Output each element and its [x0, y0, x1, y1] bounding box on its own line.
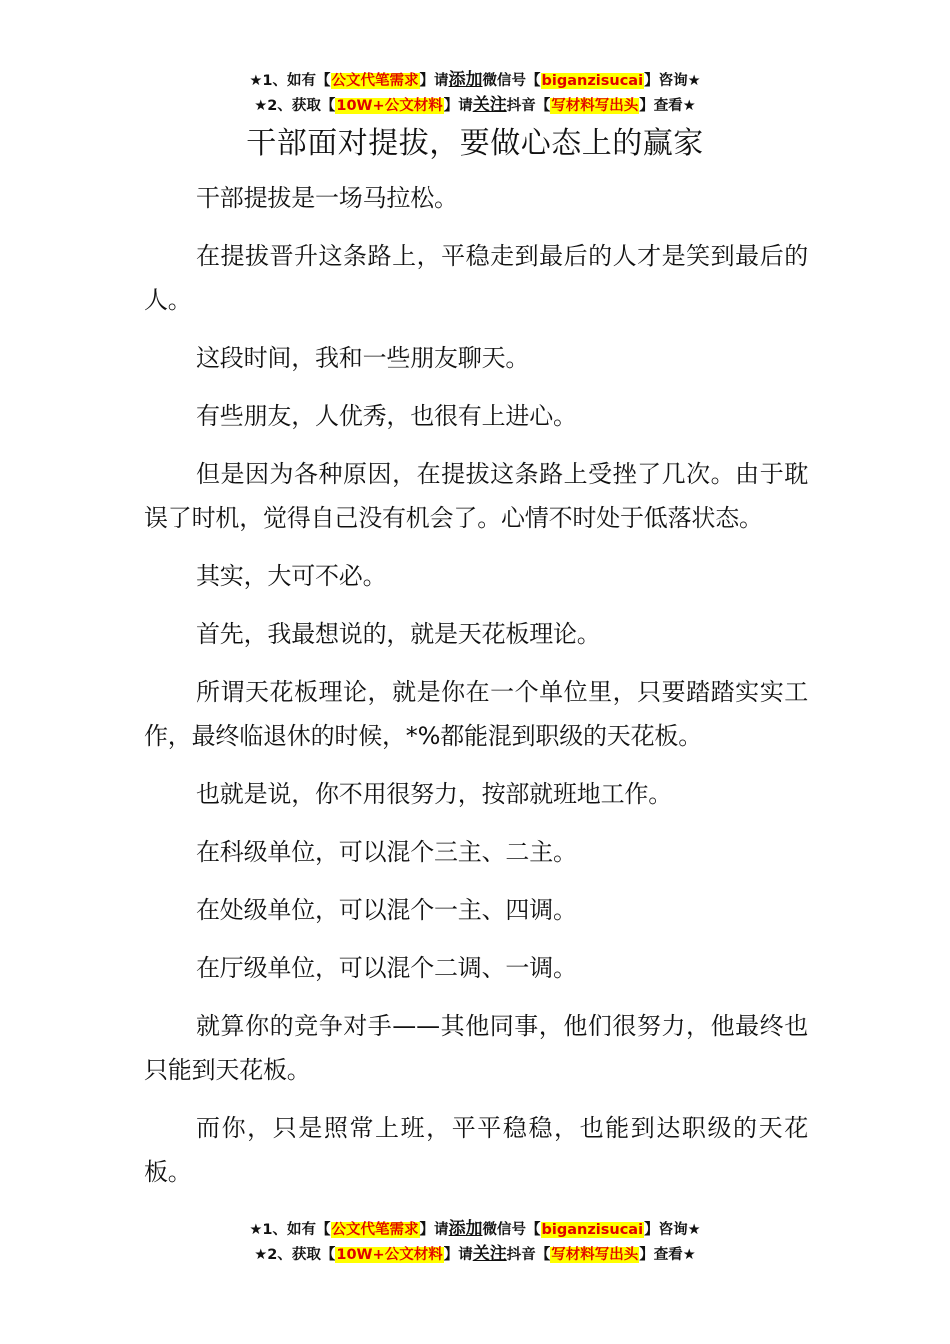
banner-text: 】咨询★ [644, 1222, 701, 1238]
underlined-word: 关注 [472, 1244, 507, 1264]
banner-text: ★2、获取【 [254, 1247, 336, 1263]
banner-line-1 [0, 1217, 950, 1242]
banner-text: 抖音【 [506, 1247, 551, 1263]
highlight-wechat-id: biganzisucai [541, 73, 644, 89]
paragraph: 干部提拔是一场马拉松。 [196, 184, 458, 212]
banner-text: ★1、如有【 [249, 1222, 331, 1238]
paragraph: 在处级单位，可以混个一主、四调。 [196, 896, 577, 924]
paragraph: 也就是说，你不用很努力，按部就班地工作。 [196, 780, 672, 808]
highlight-wechat-id: biganzisucai [541, 1222, 644, 1238]
paragraph: 在科级单位，可以混个三主、二主。 [196, 838, 577, 866]
footer-banner [0, 1217, 950, 1267]
paragraph: 首先，我最想说的，就是天花板理论。 [196, 620, 601, 648]
paragraph: 在厅级单位，可以混个二调、一调。 [196, 954, 577, 982]
paragraph: 有些朋友，人优秀，也很有上进心。 [196, 402, 577, 430]
banner-line-1 [0, 68, 950, 93]
underlined-word: 关注 [472, 95, 507, 115]
header-banner [0, 68, 950, 118]
highlight-douyin-account: 写材料写出头 [551, 98, 639, 114]
banner-text: 】请 [419, 1222, 449, 1238]
highlight-service: 公文代笔需求 [331, 1222, 419, 1238]
banner-text: 】咨询★ [644, 73, 701, 89]
banner-text: 抖音【 [506, 98, 551, 114]
banner-text: 】查看★ [639, 98, 696, 114]
highlight-materials: 10W+公文材料 [336, 1247, 443, 1263]
banner-text: 】请 [443, 98, 473, 114]
banner-text: ★1、如有【 [249, 73, 331, 89]
banner-text: 】查看★ [639, 1247, 696, 1263]
underlined-word: 添加 [448, 70, 483, 90]
highlight-douyin-account: 写材料写出头 [551, 1247, 639, 1263]
banner-text: 微信号【 [482, 1222, 541, 1238]
paragraph: 其实，大可不必。 [196, 562, 387, 590]
banner-line-2 [0, 93, 950, 118]
paragraph: 在提拔晋升这条路上，平稳走到最后的人才是笑到最后的人。 [144, 242, 808, 314]
paragraph: 而你，只是照常上班，平平稳稳，也能到达职级的天花板。 [144, 1114, 808, 1186]
paragraph: 就算你的竞争对手——其他同事，他们很努力，他最终也只能到天花板。 [144, 1012, 808, 1084]
highlight-service: 公文代笔需求 [331, 73, 419, 89]
banner-text: 】请 [443, 1247, 473, 1263]
paragraph: 这段时间，我和一些朋友聊天。 [196, 344, 530, 372]
document-title: 干部面对提拔，要做心态上的赢家 [246, 126, 704, 161]
banner-text: ★2、获取【 [254, 98, 336, 114]
paragraph: 所谓天花板理论，就是你在一个单位里，只要踏踏实实工作，最终临退休的时候，*%都能混到职级的天花板。 [144, 678, 808, 750]
banner-text: 微信号【 [482, 73, 541, 89]
paragraph: 但是因为各种原因，在提拔这条路上受挫了几次。由于耽误了时机，觉得自己没有机会了。心情不时处于低落状态。 [144, 460, 808, 532]
highlight-materials: 10W+公文材料 [336, 98, 443, 114]
banner-line-2 [0, 1242, 950, 1267]
document-body [144, 176, 808, 1208]
underlined-word: 添加 [448, 1219, 483, 1239]
banner-text: 】请 [419, 73, 449, 89]
